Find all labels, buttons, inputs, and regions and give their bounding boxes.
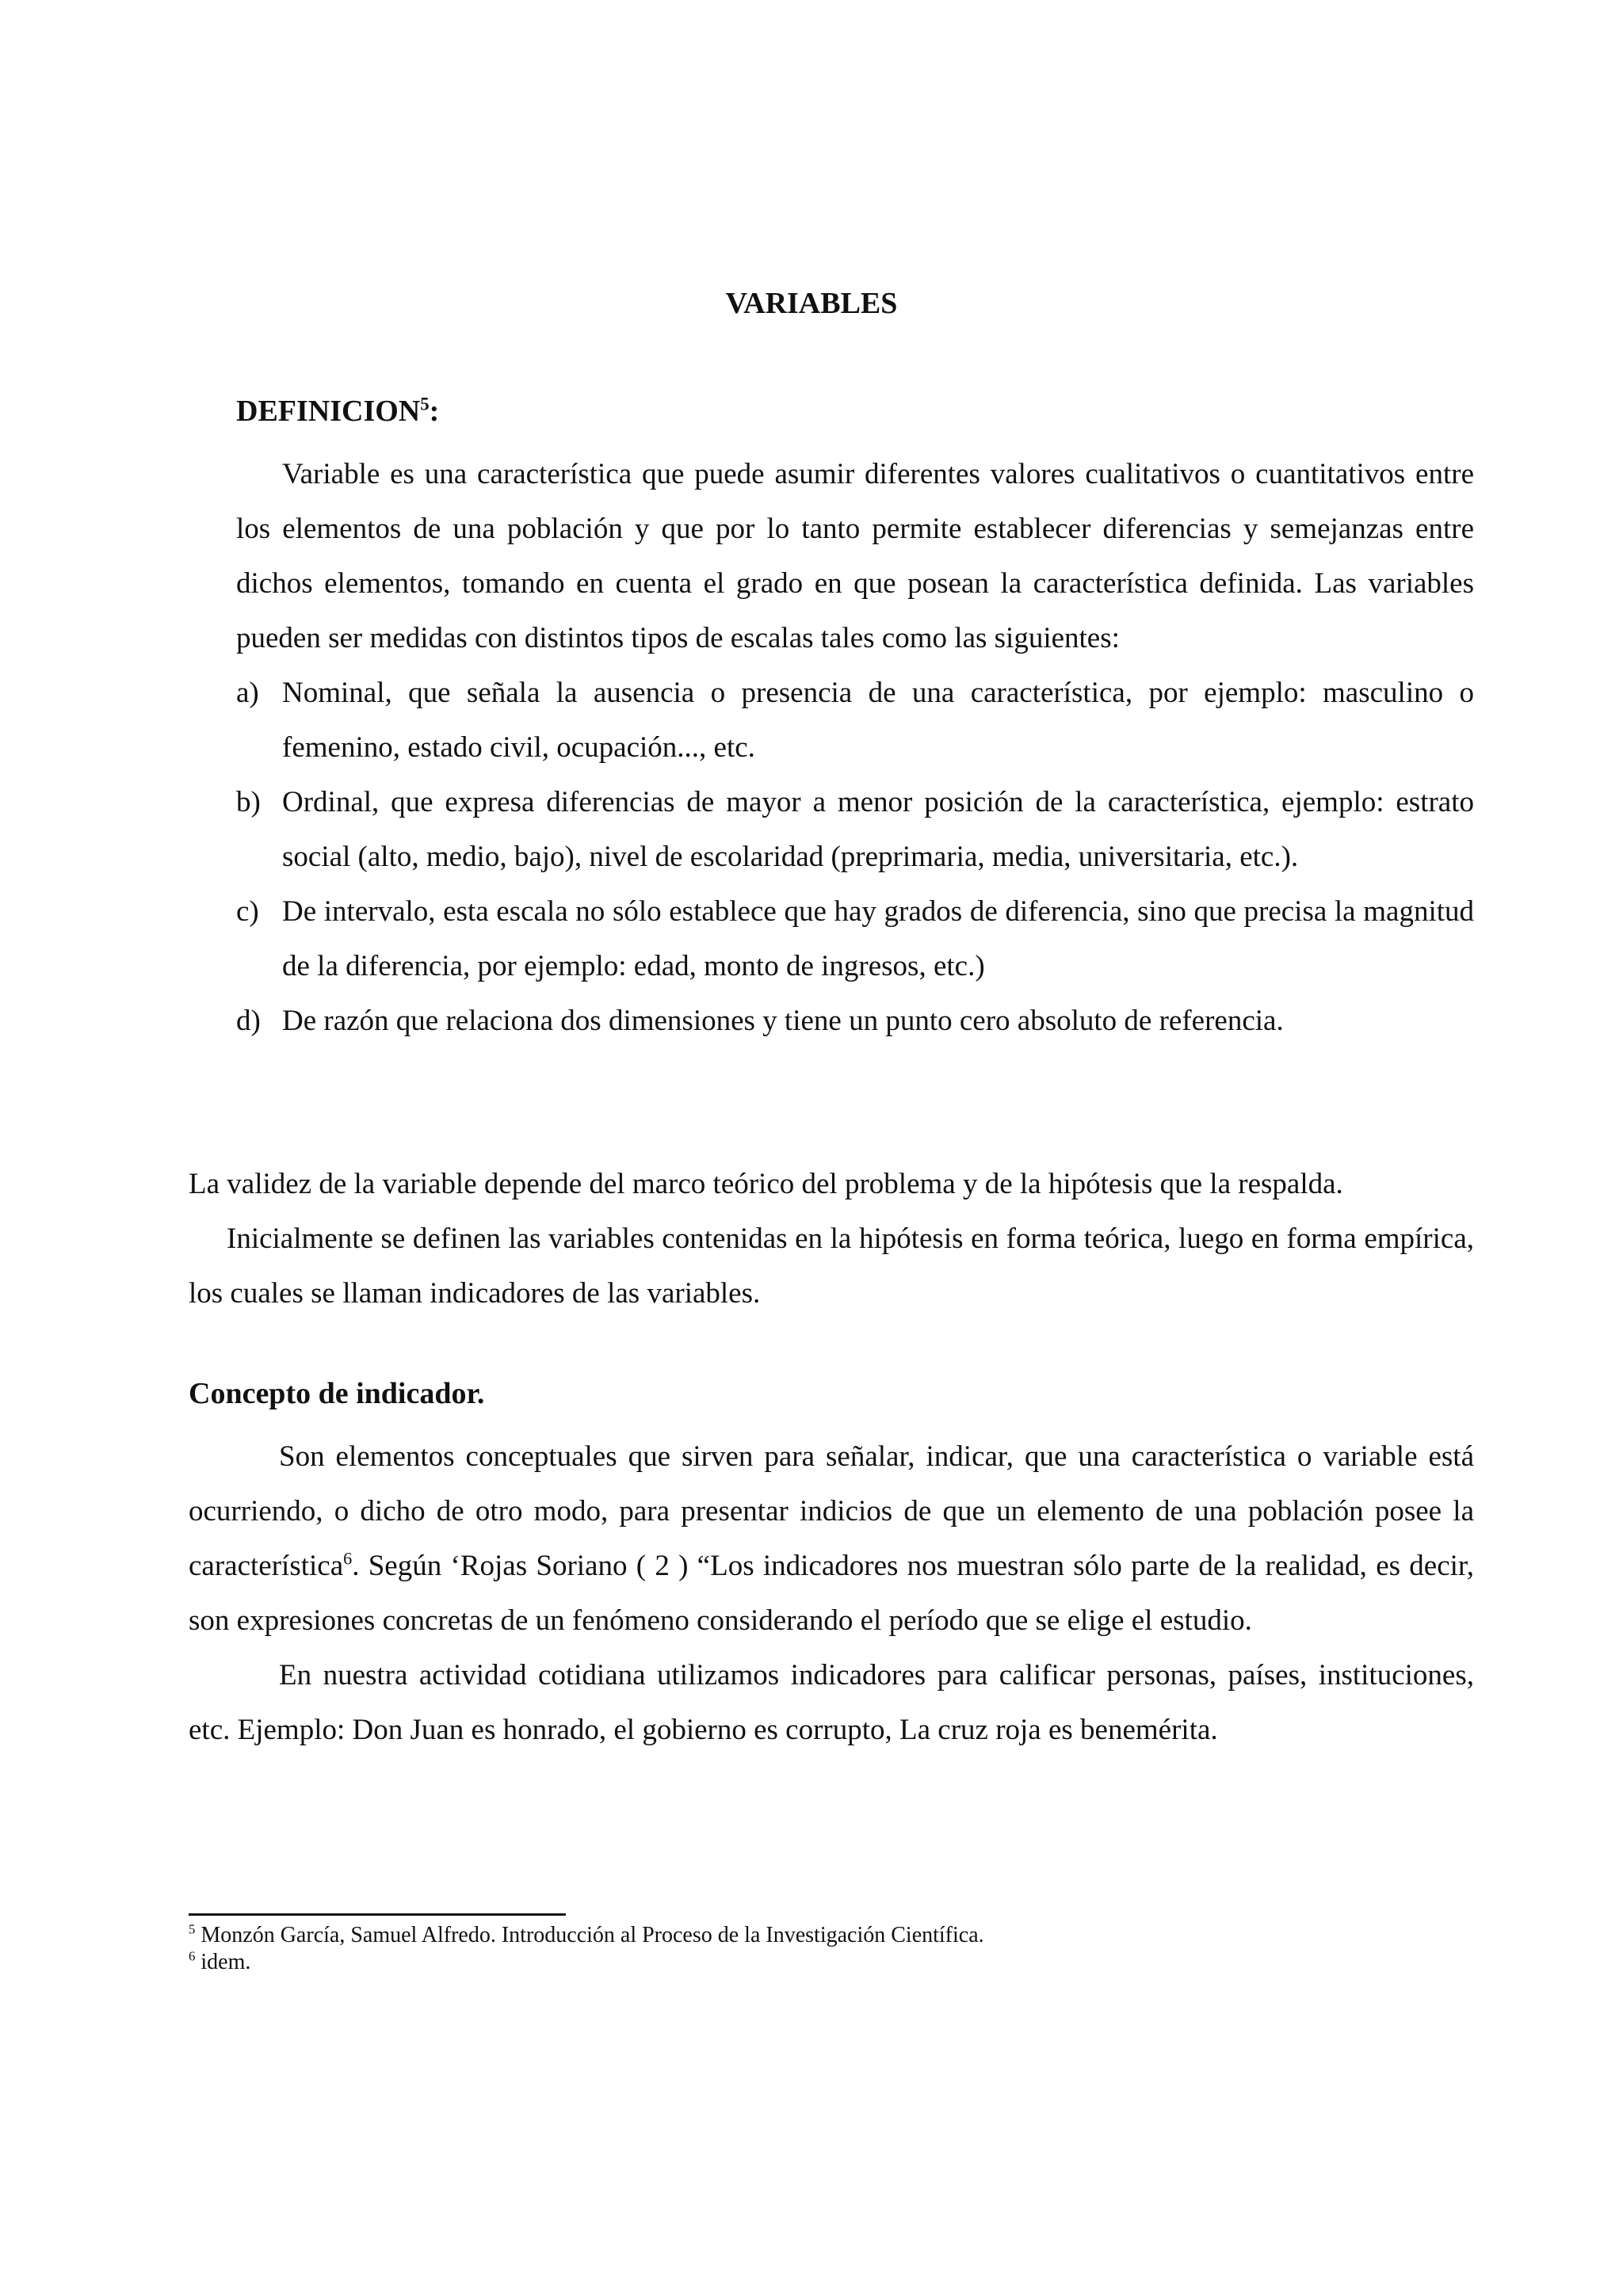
scales-list [236, 666, 1474, 1048]
validity-paragraph: La validez de la variable depende del marco teórico del problema y de la hipótesis que la respalda. [189, 1168, 1343, 1200]
list-item [236, 884, 1474, 994]
footnote [189, 1922, 1457, 1949]
footnote-text: idem. [200, 1950, 251, 1974]
footnote-number: 6 [189, 1948, 196, 1964]
indicator-heading: Concepto de indicador. [189, 1377, 485, 1410]
list-item [236, 775, 1474, 884]
footnote-text: Monzón García, Samuel Alfredo. Introducción al Proceso de la Investigación Científica. [200, 1923, 984, 1947]
definition-heading-colon: : [429, 395, 440, 428]
indicator-paragraph-2: En nuestra actividad cotidiana utilizamos indicadores para calificar personas, países, instituciones, etc. Ejemplo: Don Juan es honrado, el gobierno es corrupto, La cruz roja es benemérita. [189, 1659, 1474, 1746]
initial-paragraph: Inicialmente se definen las variables contenidas en la hipótesis en forma teórica, luego en forma empírica, los cuales se llaman indicadores de las variables. [189, 1222, 1474, 1310]
list-text: Nominal, que señala la ausencia o presencia de una característica, por ejemplo: masculino o femenino, estado civil, ocupación..., etc. [282, 677, 1474, 764]
list-marker: a) [236, 677, 259, 709]
list-marker: c) [236, 895, 259, 928]
footnote-divider [189, 1913, 566, 1916]
footnotes [189, 1922, 1457, 1976]
list-marker: b) [236, 786, 261, 818]
footnote-number: 5 [189, 1921, 196, 1937]
page-title: VARIABLES [725, 287, 898, 320]
definition-paragraph: Variable es una característica que puede asumir diferentes valores cualitativos o cuantitativos entre los elementos de una población y que por lo tanto permite establecer diferencias y semejanzas entre dichos elementos, tomando en cuenta el grado en que posean la característica definida. Las variables pueden ser medidas con distintos tipos de escalas tales como las siguientes: [236, 458, 1474, 654]
list-marker: d) [236, 1005, 261, 1037]
list-text: De razón que relaciona dos dimensiones y tiene un punto cero absoluto de referencia. [282, 1005, 1284, 1037]
list-item [236, 994, 1474, 1048]
definition-section [236, 447, 1474, 1048]
footnote-ref-5: 5 [420, 394, 430, 414]
indicator-section [189, 1429, 1474, 1757]
definition-heading [236, 391, 439, 431]
validity-section [189, 1157, 1474, 1321]
definition-heading-text: DEFINICION [236, 395, 421, 428]
footnote-ref-6: 6 [343, 1548, 353, 1569]
indicator-text-b: . Según ‘Rojas Soriano ( 2 ) “Los indicadores nos muestran sólo parte de la realidad, es decir, son expresiones concretas de un fenómeno considerando el período que se elige el estudio. [189, 1550, 1474, 1637]
list-item [236, 666, 1474, 775]
footnote [189, 1949, 1457, 1976]
list-text: Ordinal, que expresa diferencias de mayor a menor posición de la característica, ejemplo: estrato social (alto, medio, bajo), nivel de escolaridad (preprimaria, media, universitaria, etc.). [282, 786, 1474, 873]
list-text: De intervalo, esta escala no sólo establece que hay grados de diferencia, sino que precisa la magnitud de la diferencia, por ejemplo: edad, monto de ingresos, etc.) [282, 895, 1474, 982]
indicator-text-a: Son elementos conceptuales que sirven para señalar, indicar, que una característica o variable está ocurriendo, o dicho de otro modo, para presentar indicios de que un elemento de una población posee la característica [189, 1440, 1474, 1582]
indicator-paragraph-1 [189, 1429, 1474, 1648]
